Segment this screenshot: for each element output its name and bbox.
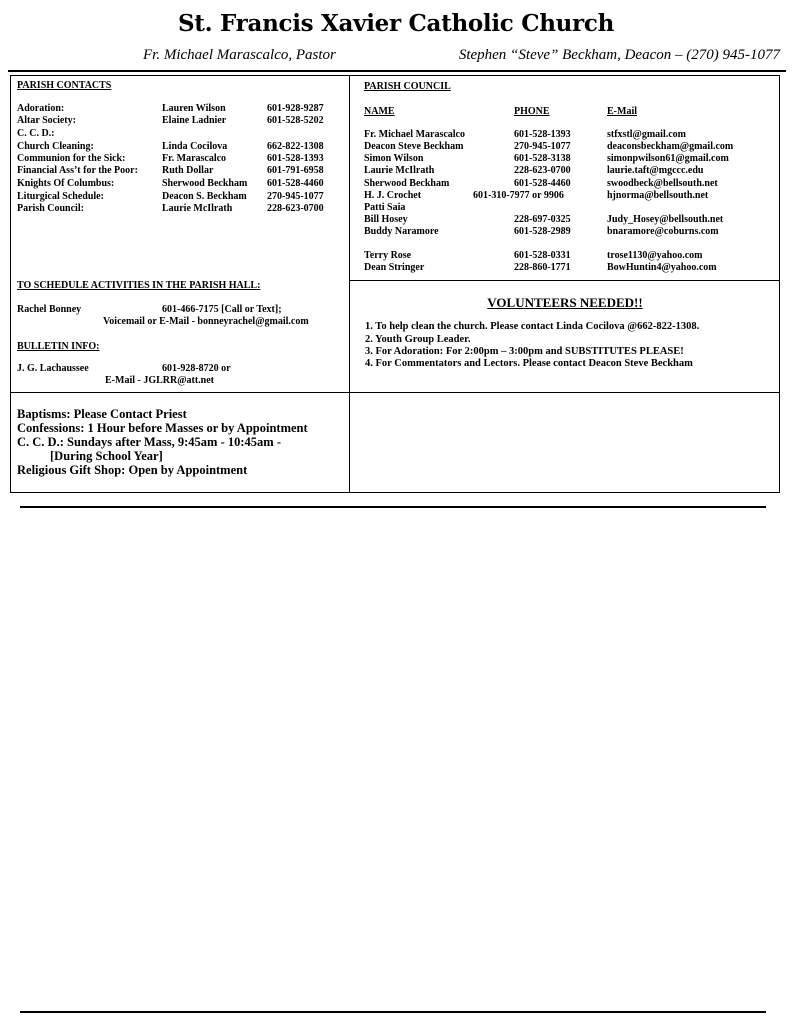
church-title: St. Francis Xavier Catholic Church [178, 10, 614, 37]
contact-name: Deacon S. Beckham [162, 191, 247, 202]
contact-name: Sherwood Beckham [162, 178, 248, 189]
council-name: Laurie McIlrath [364, 165, 435, 176]
section-rule [20, 506, 766, 508]
council-name: Terry Rose [364, 250, 412, 261]
council-col-phone: PHONE [514, 106, 550, 117]
contact-phone: 228-623-0700 [267, 203, 324, 214]
council-phone: 228-697-0325 [514, 214, 571, 225]
ccd-line: C. C. D.: Sundays after Mass, 9:45am - 10:45am - [17, 435, 281, 449]
council-name: Deacon Steve Beckham [364, 141, 464, 152]
council-email: hjnorma@bellsouth.net [607, 190, 709, 201]
council-phone: 601-528-0331 [514, 250, 571, 261]
hall-heading: TO SCHEDULE ACTIVITIES IN THE PARISH HALL: [17, 280, 261, 291]
contact-name: Fr. Marascalco [162, 153, 227, 164]
council-email: trose1130@yahoo.com [607, 250, 703, 261]
volunteers-heading: VOLUNTEERS NEEDED!! [487, 295, 643, 310]
council-name: Patti Saia [364, 202, 406, 213]
baptisms-line: Baptisms: Please Contact Priest [17, 407, 187, 421]
lower-divider [10, 392, 780, 393]
contact-label: Communion for the Sick: [17, 153, 126, 164]
volunteer-item: 2. Youth Group Leader. [365, 334, 471, 345]
header-rule [8, 70, 786, 72]
deacon-line: Stephen “Steve” Beckham, Deacon – (270) 945-1077 [458, 47, 780, 63]
contact-phone: 601-528-4460 [267, 178, 324, 189]
volunteer-item: 4. For Commentators and Lectors. Please contact Deacon Steve Beckham [365, 358, 693, 369]
volunteer-item: 3. For Adoration: For 2:00pm – 3:00pm and SUBSTITUTES PLEASE! [365, 346, 684, 357]
center-divider [349, 75, 350, 493]
council-phone: 601-310-7977 or 9906 [473, 190, 564, 201]
contact-phone: 662-822-1308 [267, 141, 324, 152]
contact-label: C. C. D.: [17, 128, 55, 139]
bulletin-heading: BULLETIN INFO: [17, 341, 100, 352]
council-email: stfxstl@gmail.com [607, 129, 687, 140]
contact-name: Lauren Wilson [162, 103, 226, 114]
hall-phone: 601-466-7175 [Call or Text]; [162, 304, 282, 315]
council-phone: 601-528-3138 [514, 153, 571, 164]
council-name: Sherwood Beckham [364, 178, 450, 189]
council-email: laurie.taft@mgccc.edu [607, 165, 704, 176]
contact-label: Knights Of Columbus: [17, 178, 115, 189]
council-heading: PARISH COUNCIL [364, 81, 451, 92]
school-year-line: [During School Year] [50, 449, 163, 463]
council-email: deaconsbeckham@gmail.com [607, 141, 734, 152]
contact-phone: 601-791-6958 [267, 165, 324, 176]
gift-shop-line: Religious Gift Shop: Open by Appointment [17, 463, 248, 477]
council-name: Fr. Michael Marascalco [364, 129, 465, 140]
council-name: Bill Hosey [364, 214, 408, 225]
council-divider [349, 280, 780, 281]
council-phone: 228-623-0700 [514, 165, 571, 176]
council-col-name: NAME [364, 106, 395, 117]
bulletin-name: J. G. Lachaussee [17, 363, 89, 374]
bulletin-phone: 601-928-8720 or [162, 363, 231, 374]
contact-name: Laurie McIlrath [162, 203, 233, 214]
council-phone: 270-945-1077 [514, 141, 571, 152]
council-name: Dean Stringer [364, 262, 425, 273]
contacts-heading: PARISH CONTACTS [17, 80, 112, 91]
bulletin-email: E-Mail - JGLRR@att.net [105, 375, 215, 386]
contact-phone: 270-945-1077 [267, 191, 324, 202]
council-email: bnaramore@coburns.com [607, 226, 719, 237]
council-phone: 601-528-4460 [514, 178, 571, 189]
council-name: Buddy Naramore [364, 226, 439, 237]
contact-name: Elaine Ladnier [162, 115, 227, 126]
contact-name: Linda Cocilova [162, 141, 228, 152]
council-email: BowHuntin4@yahoo.com [607, 262, 717, 273]
contact-name: Ruth Dollar [162, 165, 214, 176]
section-rule [20, 1011, 766, 1013]
confessions-line: Confessions: 1 Hour before Masses or by Appointment [17, 421, 308, 435]
contact-label: Financial Ass’t for the Poor: [17, 165, 138, 176]
council-phone: 228-860-1771 [514, 262, 571, 273]
council-name: Simon Wilson [364, 153, 424, 164]
contact-label: Liturgical Schedule: [17, 191, 104, 202]
contact-label: Parish Council: [17, 203, 84, 214]
council-email: Judy_Hosey@bellsouth.net [607, 214, 724, 225]
council-email: swoodbeck@bellsouth.net [607, 178, 718, 189]
volunteer-item: 1. To help clean the church. Please contact Linda Cocilova @662-822-1308. [365, 321, 700, 332]
hall-name: Rachel Bonney [17, 304, 82, 315]
contact-phone: 601-528-5202 [267, 115, 324, 126]
contact-label: Altar Society: [17, 115, 76, 126]
council-phone: 601-528-1393 [514, 129, 571, 140]
contact-phone: 601-928-9287 [267, 103, 324, 114]
contact-label: Adoration: [17, 103, 65, 114]
council-email: simonpwilson61@gmail.com [607, 153, 729, 164]
council-phone: 601-528-2989 [514, 226, 571, 237]
hall-email: Voicemail or E-Mail - bonneyrachel@gmail.com [103, 316, 309, 327]
council-col-email: E-Mail [607, 106, 637, 117]
pastor-line: Fr. Michael Marascalco, Pastor [143, 47, 336, 63]
contact-label: Church Cleaning: [17, 141, 94, 152]
contact-phone: 601-528-1393 [267, 153, 324, 164]
council-name: H. J. Crochet [364, 190, 422, 201]
